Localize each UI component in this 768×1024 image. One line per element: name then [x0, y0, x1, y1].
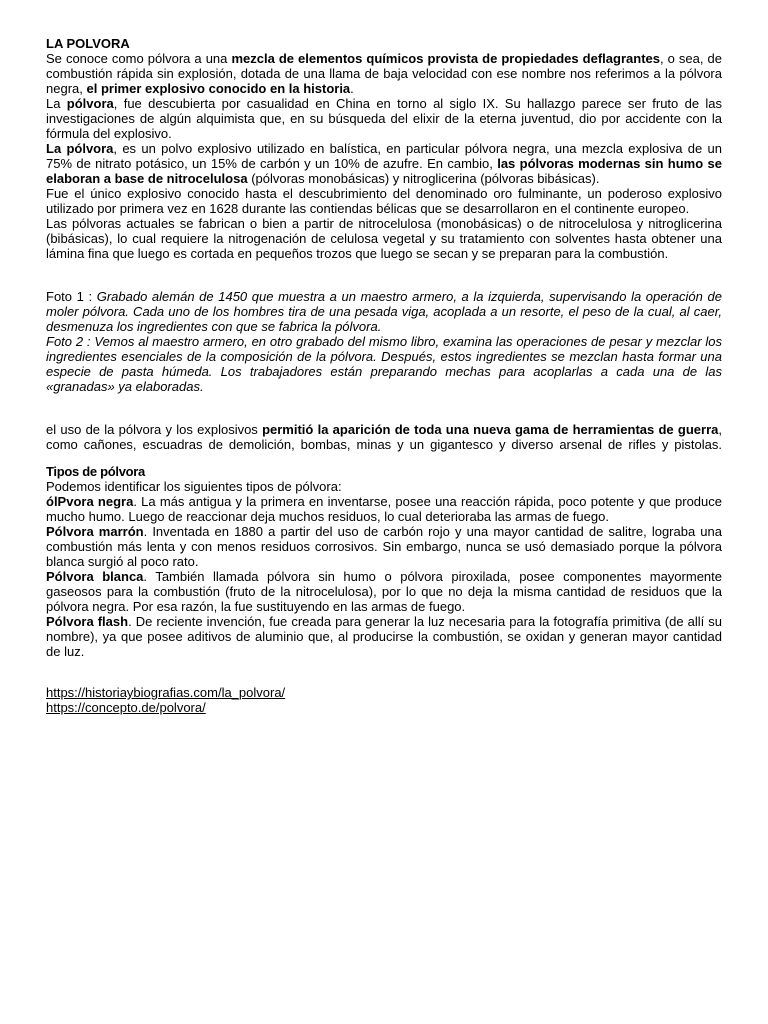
document-title: LA POLVORA — [46, 36, 130, 51]
intro-paragraph — [46, 51, 722, 96]
usage-bold-1: permitió la aparición de toda una nueva gama de herramientas de guerra — [262, 422, 719, 437]
type-description: . También llamada pólvora sin humo o pólvora piroxilada, posee componentes mayormente gaseosos para la combustión (fruto de la nitrocelulosa), por lo que no deja la misma cantidad de residuos que la pólvora negra. Por esa razón, la fue sustituyendo en las armas de fuego. — [46, 569, 722, 614]
intro-text-3: . — [350, 81, 354, 96]
types-intro: Podemos identificar los siguientes tipos de pólvora: — [46, 479, 342, 494]
discovery-text-1: La — [46, 96, 67, 111]
type-name: Pólvora flash — [46, 614, 129, 629]
discovery-text-2: , fue descubierta por casualidad en China en torno al siglo IX. Su hallazgo parece ser fruto de las investigaciones de algún alquimista que, en su búsqueda del elixir de la eterna juventud, dio por accidente con la fórmula del explosivo. — [46, 96, 723, 141]
photo-2-text: Vemos al maestro armero, en otro grabado del mismo libro, examina las operaciones de pesar y mezclar los ingredientes esenciales de la composición de la pólvora. Después, estos ingredientes se mezclan hasta formar una especie de pasta húmeda. Los trabajadores están preparando mechas para acoplarlas a cada una de las «granadas» ya elaboradas. — [46, 334, 722, 394]
type-description: . Inventada en 1880 a partir del uso de carbón rojo y una mayor cantidad de salitre, lograba una combustión más lenta y con menos residuos corrosivos. Sin embargo, nunca se usó demasiado porque la pólvora blanca surgió al poco rato. — [46, 524, 722, 569]
composition-text-1: , es un polvo explosivo utilizado en balística, en particular pólvora negra, una mezcla explosiva de un 75% de nitrato potásico, un 15% de carbón y un 10% de azufre. En cambio, — [46, 141, 722, 171]
type-name: Pólvora marrón — [46, 524, 144, 539]
usage-paragraph — [46, 422, 722, 452]
photo-1-text: Grabado alemán de 1450 que muestra a un maestro armero, a la izquierda, supervisando la operación de moler pólvora. Cada uno de los hombres tira de una pesada viga, acoplada a un resorte, el peso de la cual, al caer, desmenuza los ingredientes con que se fabrica la pólvora. — [46, 289, 722, 334]
intro-bold-2: el primer explosivo conocido en la historia — [86, 81, 351, 96]
composition-bold-2: las pólvoras modernas sin humo se elaboran a base de nitrocelulosa — [46, 156, 722, 186]
manufacture-paragraph: Las pólvoras actuales se fabrican o bien a partir de nitrocelulosa (monobásicas) o de nitrocelulosa y nitroglicerina (bibásicas), lo cual requiere la nitrogenación de celulosa vegetal y su tratamiento con solventes hasta obtener una lámina fina que luego es cortada en pequeños trozos que luego se secan y se preparan para la combustión. — [46, 216, 722, 261]
usage-text-1: el uso de la pólvora y los explosivos — [46, 422, 263, 437]
type-description: . La más antigua y la primera en inventarse, posee una reacción rápida, poco potente y que produce mucho humo. Luego de reaccionar deja muchos residuos, lo cual deterioraba las armas de fuego. — [46, 494, 722, 524]
type-item — [46, 569, 722, 614]
type-name: ólPvora negra — [46, 494, 134, 509]
discovery-bold-1: pólvora — [66, 96, 114, 111]
intro-bold-1: mezcla de elementos químicos provista de propiedades deflagrantes — [231, 51, 660, 66]
source-link-2[interactable]: https://concepto.de/polvora/ — [46, 700, 206, 715]
document-body — [46, 36, 722, 715]
types-heading: Tipos de pólvora — [46, 464, 145, 479]
type-name: Pólvora blanca — [46, 569, 144, 584]
type-item — [46, 614, 722, 659]
photo-2-label: Foto 2 : — [46, 334, 95, 349]
photo-1-caption — [46, 289, 722, 334]
composition-text-2: (pólvoras monobásicas) y nitroglicerina (pólvoras bibásicas). — [247, 171, 600, 186]
photo-1-label: Foto 1 : — [46, 289, 97, 304]
type-item — [46, 494, 722, 524]
composition-bold-1: La pólvora — [46, 141, 114, 156]
source-link-1[interactable]: https://historiaybiografias.com/la_polvora/ — [46, 685, 286, 700]
composition-paragraph — [46, 141, 722, 186]
intro-text-1: Se conoce como pólvora a una — [46, 51, 232, 66]
history-paragraph: Fue el único explosivo conocido hasta el descubrimiento del denominado oro fulminante, un poderoso explosivo utilizado por primera vez en 1628 durante las contiendas bélicas que se desarrollaron en el continente europeo. — [46, 186, 722, 216]
type-description: . De reciente invención, fue creada para generar la luz necesaria para la fotografía primitiva (de allí su nombre), ya que posee aditivos de aluminio que, al producirse la combustión, se oxidan y generan mayor cantidad de luz. — [46, 614, 722, 659]
photo-2-caption — [46, 334, 722, 394]
intro-text-2: , o sea, de combustión rápida sin explosión, dotada de una llama de baja velocidad con ese nombre nos referimos a la pólvora negra, — [46, 51, 722, 96]
discovery-paragraph — [46, 96, 722, 141]
usage-text-2: , como cañones, escuadras de demolición, bombas, minas y un gigantesco y diverso arsenal de rifles y pistolas. — [46, 422, 722, 452]
type-item — [46, 524, 722, 569]
